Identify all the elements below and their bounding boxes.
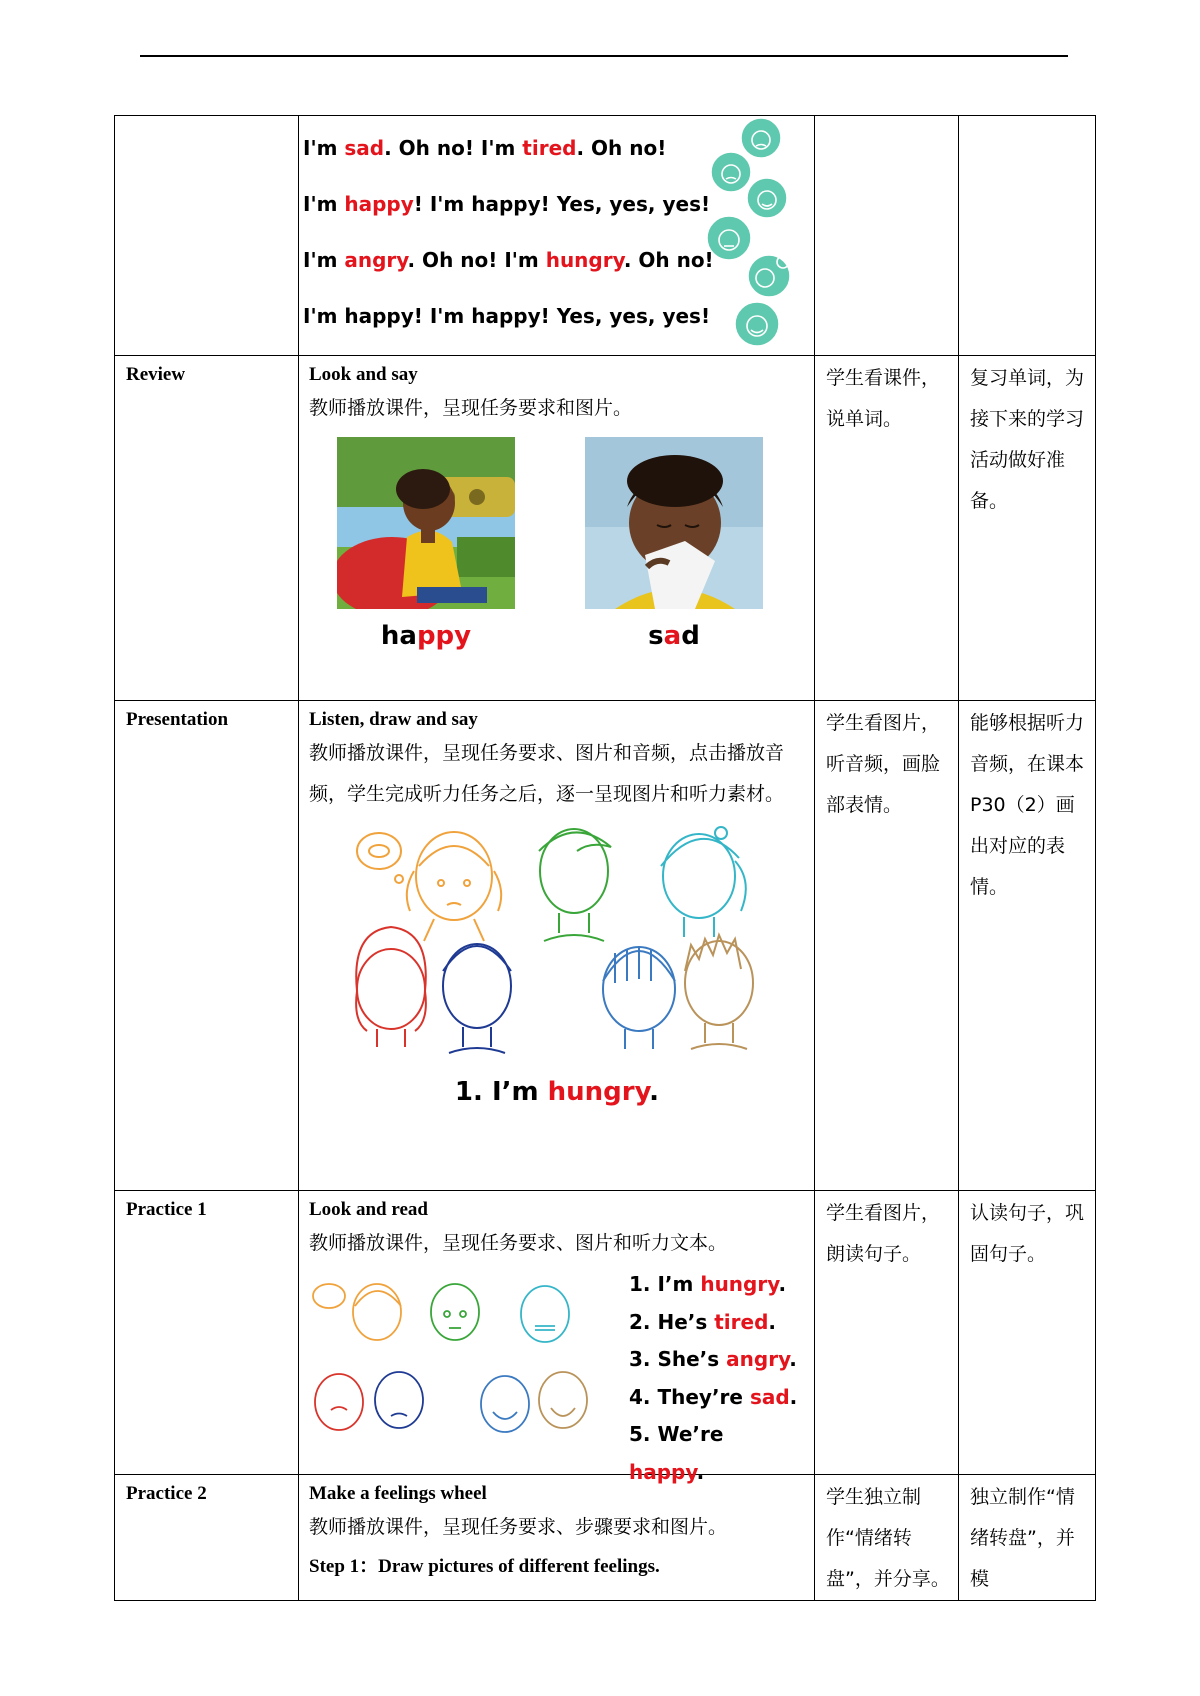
happy-boy-picture: [337, 437, 515, 609]
sentence-item: 3. She’s angry.: [629, 1347, 797, 1371]
sentence-item: 1. I’m hungry.: [629, 1272, 787, 1296]
emotion-faces-column: [699, 116, 809, 352]
sentence-item: 2. He’s tired.: [629, 1309, 777, 1334]
emotion-faces-illustration: [309, 1272, 609, 1452]
activity-step: Step 1：Draw pictures of different feelings.: [309, 1556, 660, 1577]
chant-line: I'm happy! I'm happy! Yes, yes, yes!: [303, 192, 711, 216]
activity-description: 教师播放课件，呈现任务要求、图片和听力文本。: [309, 1232, 728, 1254]
activity-description: 教师播放课件，呈现任务要求、步骤要求和图片。: [309, 1516, 728, 1538]
activity-title: Make a feelings wheel: [309, 1483, 487, 1504]
stage-cell: Presentation: [115, 701, 299, 1191]
activity-cell: [299, 701, 815, 1191]
listening-sentence: 1. I’m hungry.: [454, 1077, 660, 1107]
activity-cell: [299, 116, 815, 356]
student-activity-cell: 学生看图片，听音频，画脸部表情。: [815, 701, 959, 1191]
table-row-practice-2: [115, 1475, 1096, 1601]
sentence-item: 4. They’re sad.: [629, 1384, 798, 1409]
stage-cell: Practice 2: [115, 1475, 299, 1601]
table-row-review: [115, 356, 1096, 701]
chant-text: [303, 128, 714, 352]
stage-cell: Review: [115, 356, 299, 701]
activity-title: Listen, draw and say: [309, 709, 478, 730]
practice-sentences: [629, 1266, 804, 1491]
header-rule: [140, 55, 1068, 57]
activity-cell: [299, 1475, 815, 1601]
word-caption-sad: sad: [648, 621, 700, 651]
table-row-chant: [115, 116, 1096, 356]
student-activity-cell: [815, 116, 959, 356]
stage-cell: [115, 116, 299, 356]
activity-title: Look and say: [309, 364, 418, 385]
student-activity-cell: 学生看课件，说单词。: [815, 356, 959, 701]
stage-cell: Practice 1: [115, 1191, 299, 1475]
activity-cell: [299, 1191, 815, 1484]
chant-line: I'm sad. Oh no! I'm tired. Oh no!: [303, 136, 667, 160]
word-caption-happy: happy: [380, 621, 472, 651]
table-row-presentation: [115, 701, 1096, 1191]
student-activity-cell: 学生看图片，朗读句子。: [815, 1191, 959, 1475]
table-row-practice-1: [115, 1191, 1096, 1475]
sentence-item: 5. We’re happy.: [629, 1422, 724, 1484]
purpose-cell: 独立制作“情绪转盘”，并模: [959, 1475, 1096, 1601]
purpose-cell: [959, 116, 1096, 356]
outline-faces-illustration: [349, 821, 789, 1071]
activity-title: Look and read: [309, 1199, 428, 1220]
purpose-cell: 认读句子，巩固句子。: [959, 1191, 1096, 1475]
sad-boy-picture: [585, 437, 763, 609]
purpose-cell: 能够根据听力音频，在课本 P30（2）画出对应的表情。: [959, 701, 1096, 1191]
chant-line: I'm angry. Oh no! I'm hungry. Oh no!: [303, 248, 714, 272]
activity-cell: [299, 356, 815, 701]
lesson-plan-table: [114, 115, 1096, 1601]
student-activity-cell: 学生独立制作“情绪转盘”，并分享。: [815, 1475, 959, 1601]
activity-description: 教师播放课件，呈现任务要求和图片。: [309, 397, 633, 419]
activity-description: 教师播放课件，呈现任务要求、图片和音频，点击播放音频，学生完成听力任务之后，逐一呈现图片和听力素材。: [309, 742, 785, 805]
purpose-cell: 复习单词，为接下来的学习活动做好准备。: [959, 356, 1096, 701]
chant-line: I'm happy! I'm happy! Yes, yes, yes!: [303, 304, 711, 328]
